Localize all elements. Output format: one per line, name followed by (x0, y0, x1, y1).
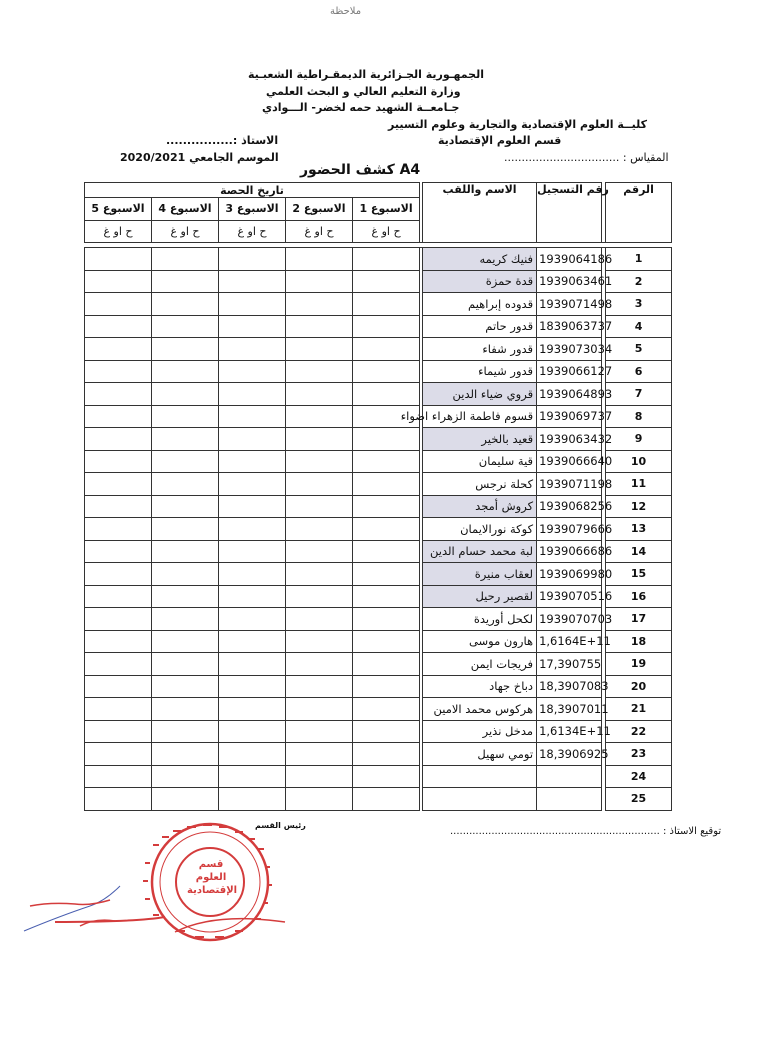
header-season: الموسم الجامعي 2020/2021 (120, 151, 279, 164)
attendance-cell[interactable] (219, 518, 286, 541)
attendance-cell[interactable] (85, 765, 152, 788)
attendance-cell[interactable] (85, 293, 152, 316)
registration-number: 1,6134E+11 (537, 720, 602, 743)
col-registration-header: رقم التسجيل (537, 183, 602, 243)
attendance-cell[interactable] (152, 360, 219, 383)
attendance-cell[interactable] (286, 405, 353, 428)
row-number: 11 (606, 473, 672, 496)
row-number: 18 (606, 630, 672, 653)
attendance-cell[interactable] (152, 405, 219, 428)
attendance-cell[interactable] (152, 653, 219, 676)
registration-number (537, 788, 602, 811)
attendance-cell[interactable] (219, 405, 286, 428)
registration-number: 1939070516 (537, 585, 602, 608)
attendance-cell[interactable] (152, 338, 219, 361)
row-number: 6 (606, 360, 672, 383)
attendance-cell[interactable] (152, 698, 219, 721)
week-header: الاسبوع 1 (353, 198, 420, 221)
attendance-cell[interactable] (152, 675, 219, 698)
table-row (85, 788, 672, 811)
attendance-cell[interactable] (85, 540, 152, 563)
attendance-cell[interactable] (85, 405, 152, 428)
table-row (85, 473, 672, 496)
student-name: فنيك كريمه (423, 248, 537, 271)
table-row (85, 720, 672, 743)
attendance-cell[interactable] (286, 473, 353, 496)
row-number: 3 (606, 293, 672, 316)
attendance-cell[interactable] (85, 788, 152, 811)
row-number: 23 (606, 743, 672, 766)
table-header-row-1 (85, 183, 672, 198)
student-name: لقصير رحيل (423, 585, 537, 608)
student-name: هركوس محمد الامين (423, 698, 537, 721)
row-number: 9 (606, 428, 672, 451)
attendance-cell[interactable] (152, 248, 219, 271)
attendance-cell[interactable] (219, 608, 286, 631)
attendance-cell[interactable] (219, 293, 286, 316)
attendance-cell[interactable] (286, 608, 353, 631)
attendance-cell[interactable] (152, 495, 219, 518)
attendance-cell[interactable] (286, 383, 353, 406)
registration-number: 1939069980 (537, 563, 602, 586)
attendance-cell[interactable] (85, 315, 152, 338)
student-name: قدة حمزة (423, 270, 537, 293)
presence-mark-header: ح او غ (219, 220, 286, 243)
attendance-cell[interactable] (219, 720, 286, 743)
attendance-cell[interactable] (85, 360, 152, 383)
registration-number: 1939073034 (537, 338, 602, 361)
table-row (85, 585, 672, 608)
attendance-cell[interactable] (85, 653, 152, 676)
attendance-cell[interactable] (152, 293, 219, 316)
attendance-cell[interactable] (85, 338, 152, 361)
table-row (85, 518, 672, 541)
attendance-cell[interactable] (286, 720, 353, 743)
attendance-cell[interactable] (353, 450, 420, 473)
attendance-cell[interactable] (286, 585, 353, 608)
table-row (85, 743, 672, 766)
table-row (85, 293, 672, 316)
table-row (85, 383, 672, 406)
attendance-cell[interactable] (353, 653, 420, 676)
row-number: 25 (606, 788, 672, 811)
attendance-cell[interactable] (152, 608, 219, 631)
attendance-cell[interactable] (152, 743, 219, 766)
row-number: 12 (606, 495, 672, 518)
registration-number: 1939079666 (537, 518, 602, 541)
attendance-cell[interactable] (152, 720, 219, 743)
attendance-cell[interactable] (85, 270, 152, 293)
attendance-cell[interactable] (353, 473, 420, 496)
signature-mark (20, 876, 124, 936)
row-number: 1 (606, 248, 672, 271)
attendance-cell[interactable] (353, 518, 420, 541)
row-number: 24 (606, 765, 672, 788)
student-name: قدور شيماء (423, 360, 537, 383)
attendance-cell[interactable] (219, 450, 286, 473)
week-header: الاسبوع 4 (152, 198, 219, 221)
attendance-cell[interactable] (219, 270, 286, 293)
student-name: قدور حاتم (423, 315, 537, 338)
attendance-cell[interactable] (353, 630, 420, 653)
attendance-cell[interactable] (353, 315, 420, 338)
department-stamp (115, 822, 315, 951)
header-ministry: وزارة التعليم العالي و البحث العلمي (266, 85, 461, 98)
attendance-cell[interactable] (152, 563, 219, 586)
attendance-cell[interactable] (219, 653, 286, 676)
attendance-cell[interactable] (353, 720, 420, 743)
registration-number: 1939064186 (537, 248, 602, 271)
attendance-cell[interactable] (353, 540, 420, 563)
week-header: الاسبوع 2 (286, 198, 353, 221)
row-number: 20 (606, 675, 672, 698)
attendance-cell[interactable] (353, 248, 420, 271)
department-chief-label: رئيس القسم (255, 821, 306, 830)
attendance-cell[interactable] (286, 563, 353, 586)
col-name-header: الاسم واللقب (423, 183, 537, 243)
registration-number: 1939066686 (537, 540, 602, 563)
sheet-title: كشف الحضور A4 (300, 162, 421, 178)
attendance-cell[interactable] (152, 630, 219, 653)
table-row (85, 360, 672, 383)
attendance-cell[interactable] (353, 383, 420, 406)
table-row (85, 675, 672, 698)
table-row (85, 540, 672, 563)
registration-number: 18,3907083 (537, 675, 602, 698)
attendance-cell[interactable] (152, 450, 219, 473)
attendance-cell[interactable] (286, 630, 353, 653)
attendance-cell[interactable] (353, 563, 420, 586)
header-module-field: المقياس : ................................. (504, 151, 669, 164)
attendance-table (84, 182, 672, 811)
presence-mark-header: ح او غ (353, 220, 420, 243)
attendance-cell[interactable] (286, 338, 353, 361)
row-number: 14 (606, 540, 672, 563)
registration-number: 1939069737 (537, 405, 602, 428)
attendance-cell[interactable] (152, 383, 219, 406)
registration-number: 1939071498 (537, 293, 602, 316)
row-number: 16 (606, 585, 672, 608)
attendance-cell[interactable] (353, 675, 420, 698)
registration-number: 1939063432 (537, 428, 602, 451)
attendance-cell[interactable] (219, 360, 286, 383)
attendance-cell[interactable] (85, 248, 152, 271)
attendance-cell[interactable] (353, 495, 420, 518)
attendance-cell[interactable] (219, 698, 286, 721)
week-header: الاسبوع 3 (219, 198, 286, 221)
table-row (85, 608, 672, 631)
top-scan-mark: ﻣﻼﺣﻈﺔ (330, 6, 362, 17)
attendance-cell[interactable] (219, 585, 286, 608)
attendance-cell[interactable] (85, 743, 152, 766)
attendance-cell[interactable] (353, 360, 420, 383)
row-number: 10 (606, 450, 672, 473)
week-header: الاسبوع 5 (85, 198, 152, 221)
attendance-cell[interactable] (286, 743, 353, 766)
attendance-cell[interactable] (152, 518, 219, 541)
student-name: قعيد بالخير (423, 428, 537, 451)
attendance-cell[interactable] (219, 383, 286, 406)
attendance-cell[interactable] (219, 428, 286, 451)
attendance-cell[interactable] (85, 720, 152, 743)
professor-signature-line: توقيع الاستاذ : .................................................................. (450, 826, 722, 837)
student-name: لبة محمد حسام الدين (423, 540, 537, 563)
attendance-cell[interactable] (286, 788, 353, 811)
attendance-cell[interactable] (286, 270, 353, 293)
table-row (85, 338, 672, 361)
registration-number: 1939068256 (537, 495, 602, 518)
attendance-cell[interactable] (353, 608, 420, 631)
attendance-cell[interactable] (219, 765, 286, 788)
header-department: قسم العلوم الإقتصادية (438, 134, 562, 147)
attendance-cell[interactable] (286, 495, 353, 518)
student-name: تومي سهيل (423, 743, 537, 766)
attendance-cell[interactable] (152, 540, 219, 563)
attendance-cell[interactable] (219, 495, 286, 518)
student-name: هارون موسى (423, 630, 537, 653)
table-row (85, 270, 672, 293)
attendance-cell[interactable] (85, 428, 152, 451)
attendance-cell[interactable] (286, 248, 353, 271)
attendance-cell[interactable] (85, 585, 152, 608)
registration-number: 18,3906925 (537, 743, 602, 766)
student-name: فريجات ايمن (423, 653, 537, 676)
attendance-cell[interactable] (219, 473, 286, 496)
attendance-cell[interactable] (152, 315, 219, 338)
header-university: جـامعــة الشهيد حمه لخضر- الـــوادي (262, 101, 460, 114)
attendance-cell[interactable] (353, 338, 420, 361)
row-number: 5 (606, 338, 672, 361)
handwritten-signature (20, 876, 124, 936)
registration-number: 1939066640 (537, 450, 602, 473)
student-name: مدخل نذير (423, 720, 537, 743)
student-name: كروش أمجد (423, 495, 537, 518)
student-name: كحلة نرجس (423, 473, 537, 496)
attendance-cell[interactable] (286, 698, 353, 721)
student-name: لعقاب منيرة (423, 563, 537, 586)
registration-number: 1,6164E+11 (537, 630, 602, 653)
registration-number: 1939070703 (537, 608, 602, 631)
header-faculty: كليــة العلوم الإقتصادية والتجارية وعلوم التسيير (388, 118, 647, 131)
row-number: 7 (606, 383, 672, 406)
student-name: دباخ جهاد (423, 675, 537, 698)
row-number: 8 (606, 405, 672, 428)
student-name: قدور شفاء (423, 338, 537, 361)
row-number: 22 (606, 720, 672, 743)
attendance-cell[interactable] (353, 788, 420, 811)
attendance-cell[interactable] (286, 293, 353, 316)
table-row (85, 765, 672, 788)
attendance-cell[interactable] (286, 428, 353, 451)
attendance-cell[interactable] (85, 698, 152, 721)
row-number: 19 (606, 653, 672, 676)
attendance-cell[interactable] (85, 630, 152, 653)
attendance-cell[interactable] (85, 675, 152, 698)
stamp-text: قسم (198, 859, 224, 870)
table-row (85, 630, 672, 653)
attendance-cell[interactable] (85, 450, 152, 473)
row-number: 15 (606, 563, 672, 586)
attendance-cell[interactable] (353, 765, 420, 788)
col-number-header: الرقم (606, 183, 672, 243)
registration-number: 1839063737 (537, 315, 602, 338)
attendance-cell[interactable] (286, 518, 353, 541)
table-row (85, 315, 672, 338)
row-number: 17 (606, 608, 672, 631)
attendance-cell[interactable] (85, 518, 152, 541)
stamp-text: الإقتصادية (187, 885, 238, 896)
table-row (85, 248, 672, 271)
attendance-cell[interactable] (152, 270, 219, 293)
attendance-cell[interactable] (152, 473, 219, 496)
student-name: قية سليمان (423, 450, 537, 473)
attendance-cell[interactable] (353, 293, 420, 316)
attendance-cell[interactable] (152, 428, 219, 451)
student-name: قروي ضياء الدين (423, 383, 537, 406)
col-session-date-header: تاريخ الحصة (85, 183, 420, 198)
table-row (85, 653, 672, 676)
attendance-cell[interactable] (286, 360, 353, 383)
student-name: قدوده إبراهيم (423, 293, 537, 316)
attendance-cell[interactable] (286, 450, 353, 473)
attendance-cell[interactable] (353, 270, 420, 293)
registration-number: 1939071198 (537, 473, 602, 496)
registration-number: 1939066127 (537, 360, 602, 383)
attendance-cell[interactable] (219, 563, 286, 586)
table-row (85, 495, 672, 518)
attendance-cell[interactable] (286, 765, 353, 788)
attendance-cell[interactable] (85, 473, 152, 496)
attendance-cell[interactable] (219, 248, 286, 271)
attendance-cell[interactable] (286, 540, 353, 563)
attendance-cell[interactable] (353, 428, 420, 451)
table-row (85, 698, 672, 721)
attendance-cell[interactable] (85, 383, 152, 406)
attendance-cell[interactable] (286, 315, 353, 338)
header-professor-field: الاستاذ :................ (166, 134, 279, 147)
attendance-cell[interactable] (353, 743, 420, 766)
attendance-cell[interactable] (85, 608, 152, 631)
registration-number (537, 765, 602, 788)
attendance-cell[interactable] (286, 675, 353, 698)
attendance-cell[interactable] (219, 315, 286, 338)
row-number: 13 (606, 518, 672, 541)
stamp-text: العلوم (195, 872, 227, 883)
row-number: 21 (606, 698, 672, 721)
table-row (85, 405, 672, 428)
registration-number: 1939063461 (537, 270, 602, 293)
header-republic: الجمهـورية الجـزائرية الديمقـراطية الشعبـية (248, 68, 485, 81)
table-row (85, 428, 672, 451)
attendance-cell[interactable] (353, 698, 420, 721)
table-row (85, 563, 672, 586)
student-name: لكحل أوريدة (423, 608, 537, 631)
row-number: 2 (606, 270, 672, 293)
attendance-cell[interactable] (219, 743, 286, 766)
attendance-cell[interactable] (219, 788, 286, 811)
attendance-cell[interactable] (152, 788, 219, 811)
student-name: كوكة نورالايمان (423, 518, 537, 541)
student-name: قسوم فاطمة الزهراء اضواء (423, 405, 537, 428)
student-name (423, 788, 537, 811)
attendance-cell[interactable] (85, 563, 152, 586)
attendance-cell[interactable] (219, 675, 286, 698)
presence-mark-header: ح او غ (152, 220, 219, 243)
student-name (423, 765, 537, 788)
attendance-cell[interactable] (152, 585, 219, 608)
attendance-cell[interactable] (219, 540, 286, 563)
presence-mark-header: ح او غ (85, 220, 152, 243)
table-row (85, 450, 672, 473)
registration-number: 17,390755 (537, 653, 602, 676)
row-number: 4 (606, 315, 672, 338)
attendance-cell[interactable] (152, 765, 219, 788)
presence-mark-header: ح او غ (286, 220, 353, 243)
attendance-cell[interactable] (219, 630, 286, 653)
attendance-cell[interactable] (85, 495, 152, 518)
attendance-cell[interactable] (353, 585, 420, 608)
attendance-cell[interactable] (219, 338, 286, 361)
attendance-cell[interactable] (286, 653, 353, 676)
registration-number: 1939064893 (537, 383, 602, 406)
registration-number: 18,3907011 (537, 698, 602, 721)
